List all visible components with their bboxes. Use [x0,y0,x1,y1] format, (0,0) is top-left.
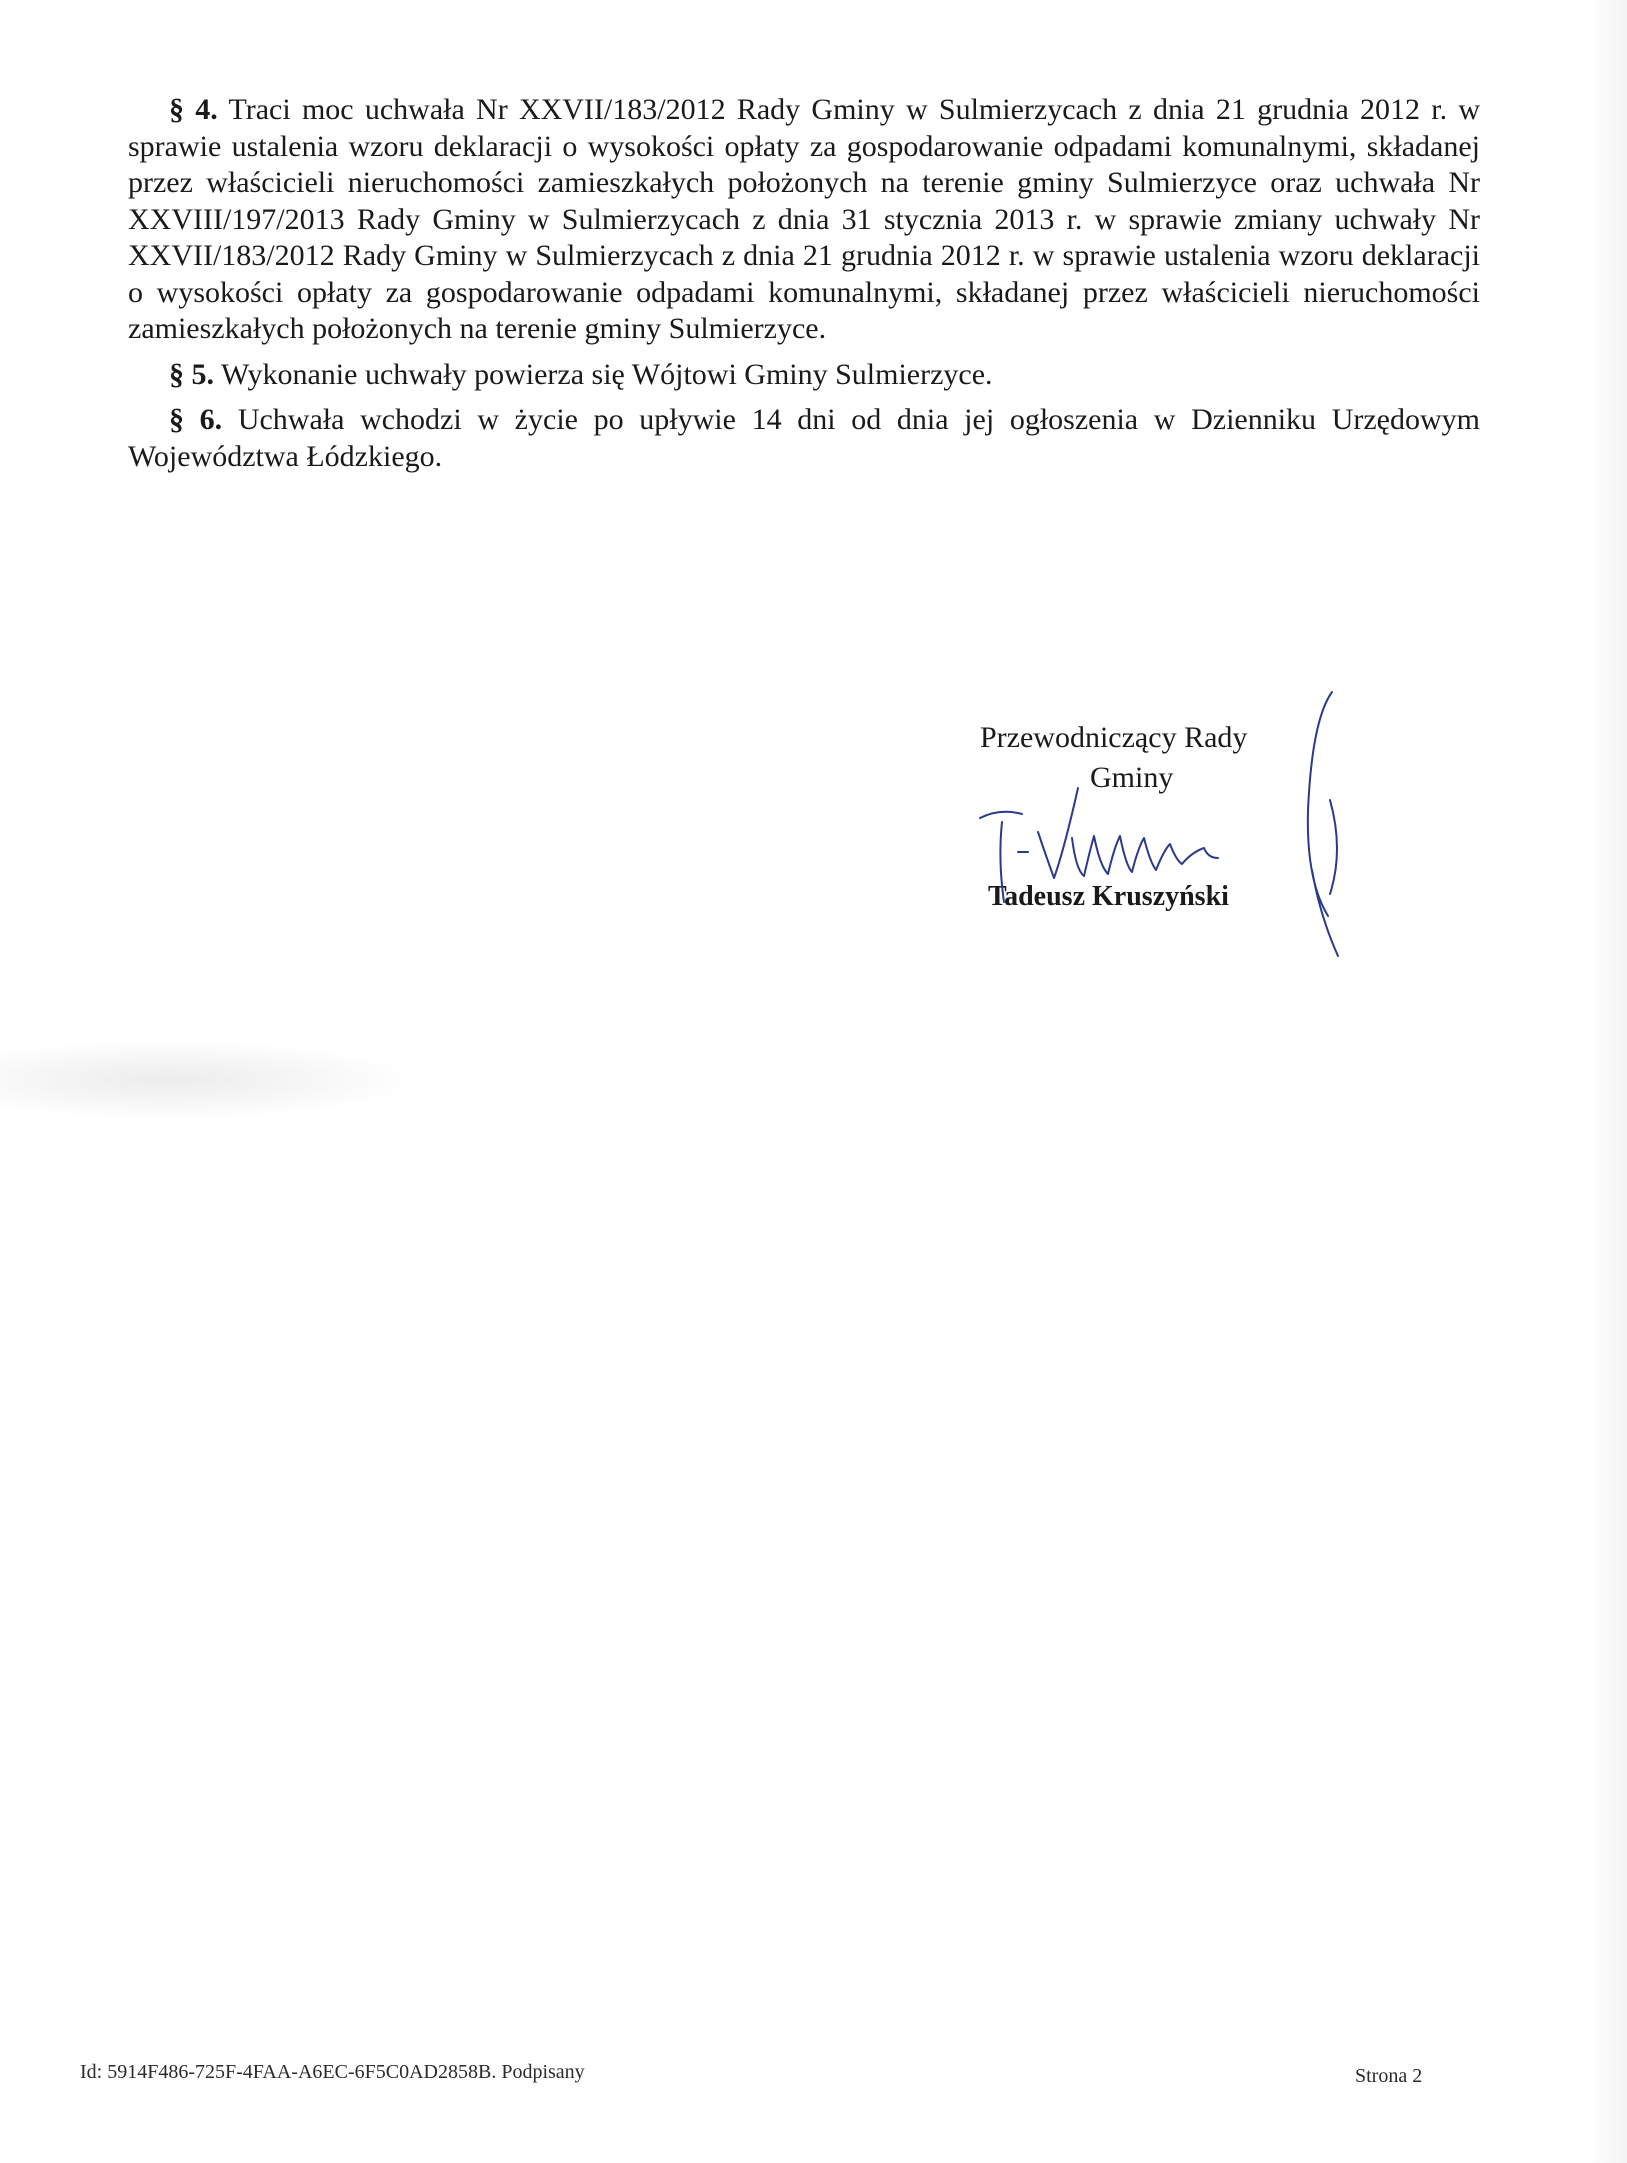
section-mark-5: § 5. [169,357,214,391]
paragraph-section-4 [128,92,1480,348]
signature-block [980,720,1360,960]
signatory-title-line2: Gminy [1090,761,1174,794]
paragraph-6-text: Uchwała wchodzi w życie po upływie 14 dni od dnia jej ogłoszenia w Dzienniku Urzędowym Województwa Łódzkiego. [128,403,1480,473]
document-body [128,92,1480,475]
scan-smudge [0,1040,420,1120]
page-edge-shadow [1587,0,1627,2163]
paragraph-4-text: Traci moc uchwała Nr XXVII/183/2012 Rady Gminy w Sulmierzycach z dnia 21 grudnia 2012 r. w sprawie ustalenia wzoru deklaracji o wysokości opłaty za gospodarowanie odpadami komunalnymi, składanej przez właścicieli nieruchomości zamieszkałych położonych na terenie gminy Sulmierzyce oraz uchwała Nr XXVIII/197/2013 Rady Gminy w Sulmierzycach z dnia 31 stycznia 2013 r. w sprawie zmiany uchwały Nr XXVII/183/2012 Rady Gminy w Sulmierzycach z dnia 21 grudnia 2012 r. w sprawie ustalenia wzoru deklaracji o wysokości opłaty za gospodarowanie odpadami komunalnymi, składanej przez właścicieli nieruchomości zamieszkałych położonych na terenie gminy Sulmierzyce. [128,93,1481,345]
page-number-footer: Strona 2 [1355,2065,1423,2087]
paragraph-5-text: Wykonanie uchwały powierza się Wójtowi Gminy Sulmierzyce. [220,357,993,391]
paragraph-section-5 [128,357,1480,394]
section-mark-6: § 6. [169,403,223,436]
document-id-footer: Id: 5914F486-725F-4FAA-A6EC-6F5C0AD2858B. Podpisany [80,2061,585,2083]
paragraph-section-6 [128,402,1480,475]
section-mark-4: § 4. [169,93,218,126]
signatory-name: Tadeusz Kruszyński [988,881,1229,912]
signatory-title: Przewodniczący Rady [980,721,1248,754]
